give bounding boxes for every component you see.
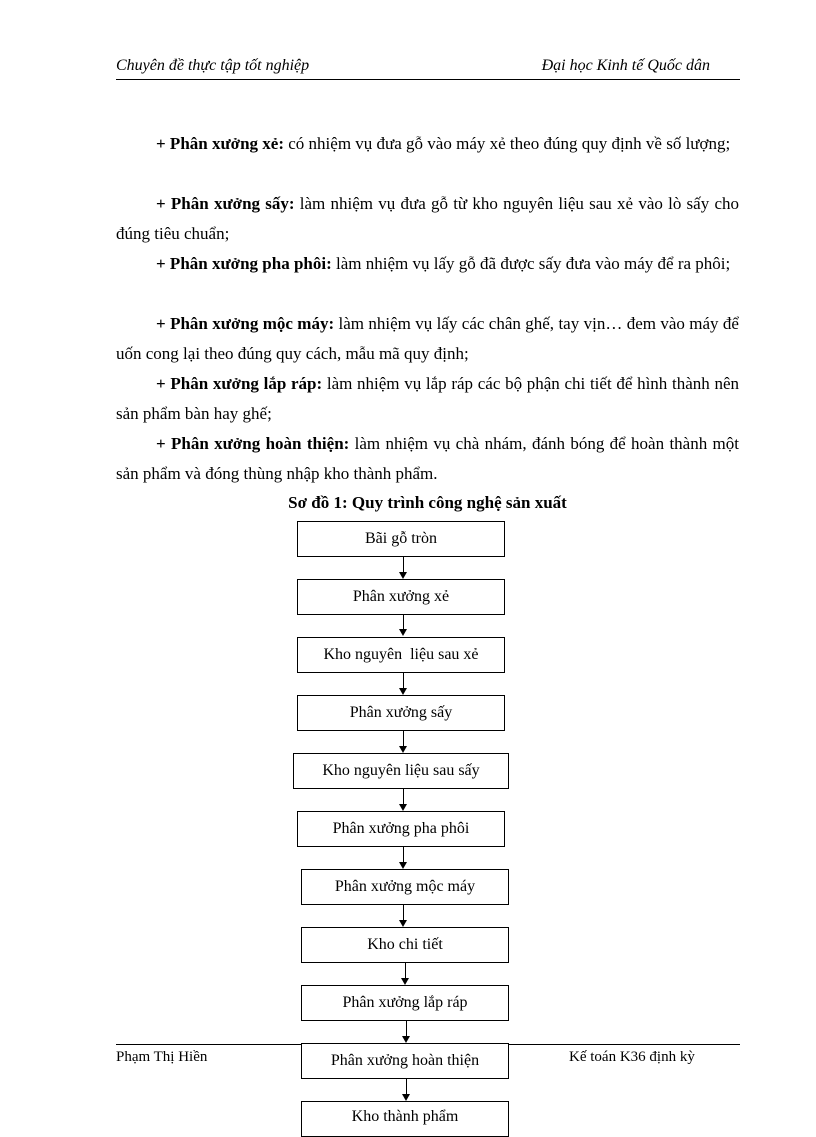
flow-step-phan-xuong-moc-may xyxy=(301,869,509,905)
arrow-down-icon xyxy=(399,862,407,869)
paragraph-bold-label: + Phân xưởng lắp ráp: xyxy=(156,374,323,393)
flow-step-label: Kho chi tiết xyxy=(367,936,443,953)
arrow-down-icon xyxy=(399,572,407,579)
header-right-text: Đại học Kinh tế Quốc dân xyxy=(541,57,710,74)
connector-line xyxy=(405,963,406,978)
paragraph-phan-xuong-say xyxy=(116,189,739,249)
flow-step-label: Phân xưởng mộc máy xyxy=(334,878,476,895)
arrow-down-icon xyxy=(402,1036,410,1043)
flow-step-kho-chi-tiet xyxy=(301,927,509,963)
header-left-text: Chuyên đề thực tập tốt nghiệp xyxy=(116,57,310,74)
arrow-down-icon xyxy=(399,804,407,811)
flow-step-label: Phân xưởng pha phôi xyxy=(332,820,470,837)
flow-step-phan-xuong-xe xyxy=(297,579,505,615)
footer-class: Kế toán K36 định kỳ xyxy=(569,1049,695,1065)
paragraph-phan-xuong-xe xyxy=(116,129,739,159)
paragraph-bold-label: + Phân xưởng sấy: xyxy=(156,194,295,213)
flow-step-label: Phân xưởng sấy xyxy=(349,704,453,721)
paragraph-text: có nhiệm vụ đưa gỗ vào máy xẻ theo đúng quy định về số lượng; xyxy=(284,134,731,153)
flow-step-kho-nguyen-lieu-sau-say xyxy=(293,753,509,789)
connector-line xyxy=(403,615,404,629)
paragraph-phan-xuong-lap-rap xyxy=(116,369,739,429)
paragraph-phan-xuong-pha-phoi xyxy=(116,249,739,279)
flow-step-phan-xuong-lap-rap xyxy=(301,985,509,1021)
connector-line xyxy=(403,673,404,688)
paragraph-text: làm nhiệm vụ lắp ráp các bộ phận chi tiết để hình thành nên sản phẩm bàn hay ghế; xyxy=(116,374,739,423)
arrow-down-icon xyxy=(401,978,409,985)
paragraph-bold-label: + Phân xưởng xẻ: xyxy=(156,134,285,153)
paragraph-text: làm nhiệm vụ chà nhám, đánh bóng để hoàn thành một sản phẩm và đóng thùng nhập kho thành phẩm. xyxy=(116,434,739,483)
connector-line xyxy=(403,847,404,862)
flow-step-label: Phân xưởng xẻ xyxy=(352,588,450,605)
paragraph-bold-label: + Phân xưởng hoàn thiện: xyxy=(156,434,350,453)
flow-step-phan-xuong-pha-phoi xyxy=(297,811,505,847)
connector-line xyxy=(403,557,404,572)
page-header xyxy=(116,57,740,80)
paragraph-bold-label: + Phân xưởng pha phôi: xyxy=(156,254,332,273)
arrow-down-icon xyxy=(399,629,407,636)
arrow-down-icon xyxy=(399,920,407,927)
connector-line xyxy=(403,731,404,746)
arrow-down-icon xyxy=(399,688,407,695)
flow-step-label: Kho thành phẩm xyxy=(351,1108,459,1125)
flow-step-phan-xuong-hoan-thien xyxy=(301,1043,509,1079)
footer-author: Phạm Thị Hiền xyxy=(116,1049,208,1065)
arrow-down-icon xyxy=(402,1094,410,1101)
flow-step-kho-thanh-pham xyxy=(301,1101,509,1137)
flow-step-label: Kho nguyên liệu sau xẻ xyxy=(323,646,479,663)
flow-step-label: Bãi gỗ tròn xyxy=(365,530,437,547)
connector-line xyxy=(406,1021,407,1036)
connector-line xyxy=(406,1079,407,1094)
connector-line xyxy=(403,789,404,804)
paragraph-phan-xuong-hoan-thien xyxy=(116,429,739,489)
paragraph-text: làm nhiệm vụ lấy các chân ghế, tay vịn… đem vào máy để uốn cong lại theo đúng quy cách, mẫu mã quy định; xyxy=(116,314,739,363)
flow-step-label: Kho nguyên liệu sau sấy xyxy=(322,762,480,779)
paragraph-text: làm nhiệm vụ đưa gỗ từ kho nguyên liệu sau xẻ vào lò sấy cho đúng tiêu chuẩn; xyxy=(116,194,740,243)
flow-step-kho-nguyen-lieu-sau-xe xyxy=(297,637,505,673)
arrow-down-icon xyxy=(399,746,407,753)
flow-step-bai-go-tron xyxy=(297,521,505,557)
diagram-caption: Sơ đồ 1: Quy trình công nghệ sản xuất xyxy=(288,493,567,512)
connector-line xyxy=(403,905,404,920)
flow-step-label: Phân xưởng lắp ráp xyxy=(342,994,468,1011)
paragraph-text: làm nhiệm vụ lấy gỗ đã được sấy đưa vào máy để ra phôi; xyxy=(331,254,731,273)
paragraph-phan-xuong-moc-may xyxy=(116,309,739,369)
paragraph-bold-label: + Phân xưởng mộc máy: xyxy=(156,314,335,333)
flow-step-label: Phân xưởng hoàn thiện xyxy=(330,1052,480,1069)
flow-step-phan-xuong-say xyxy=(297,695,505,731)
